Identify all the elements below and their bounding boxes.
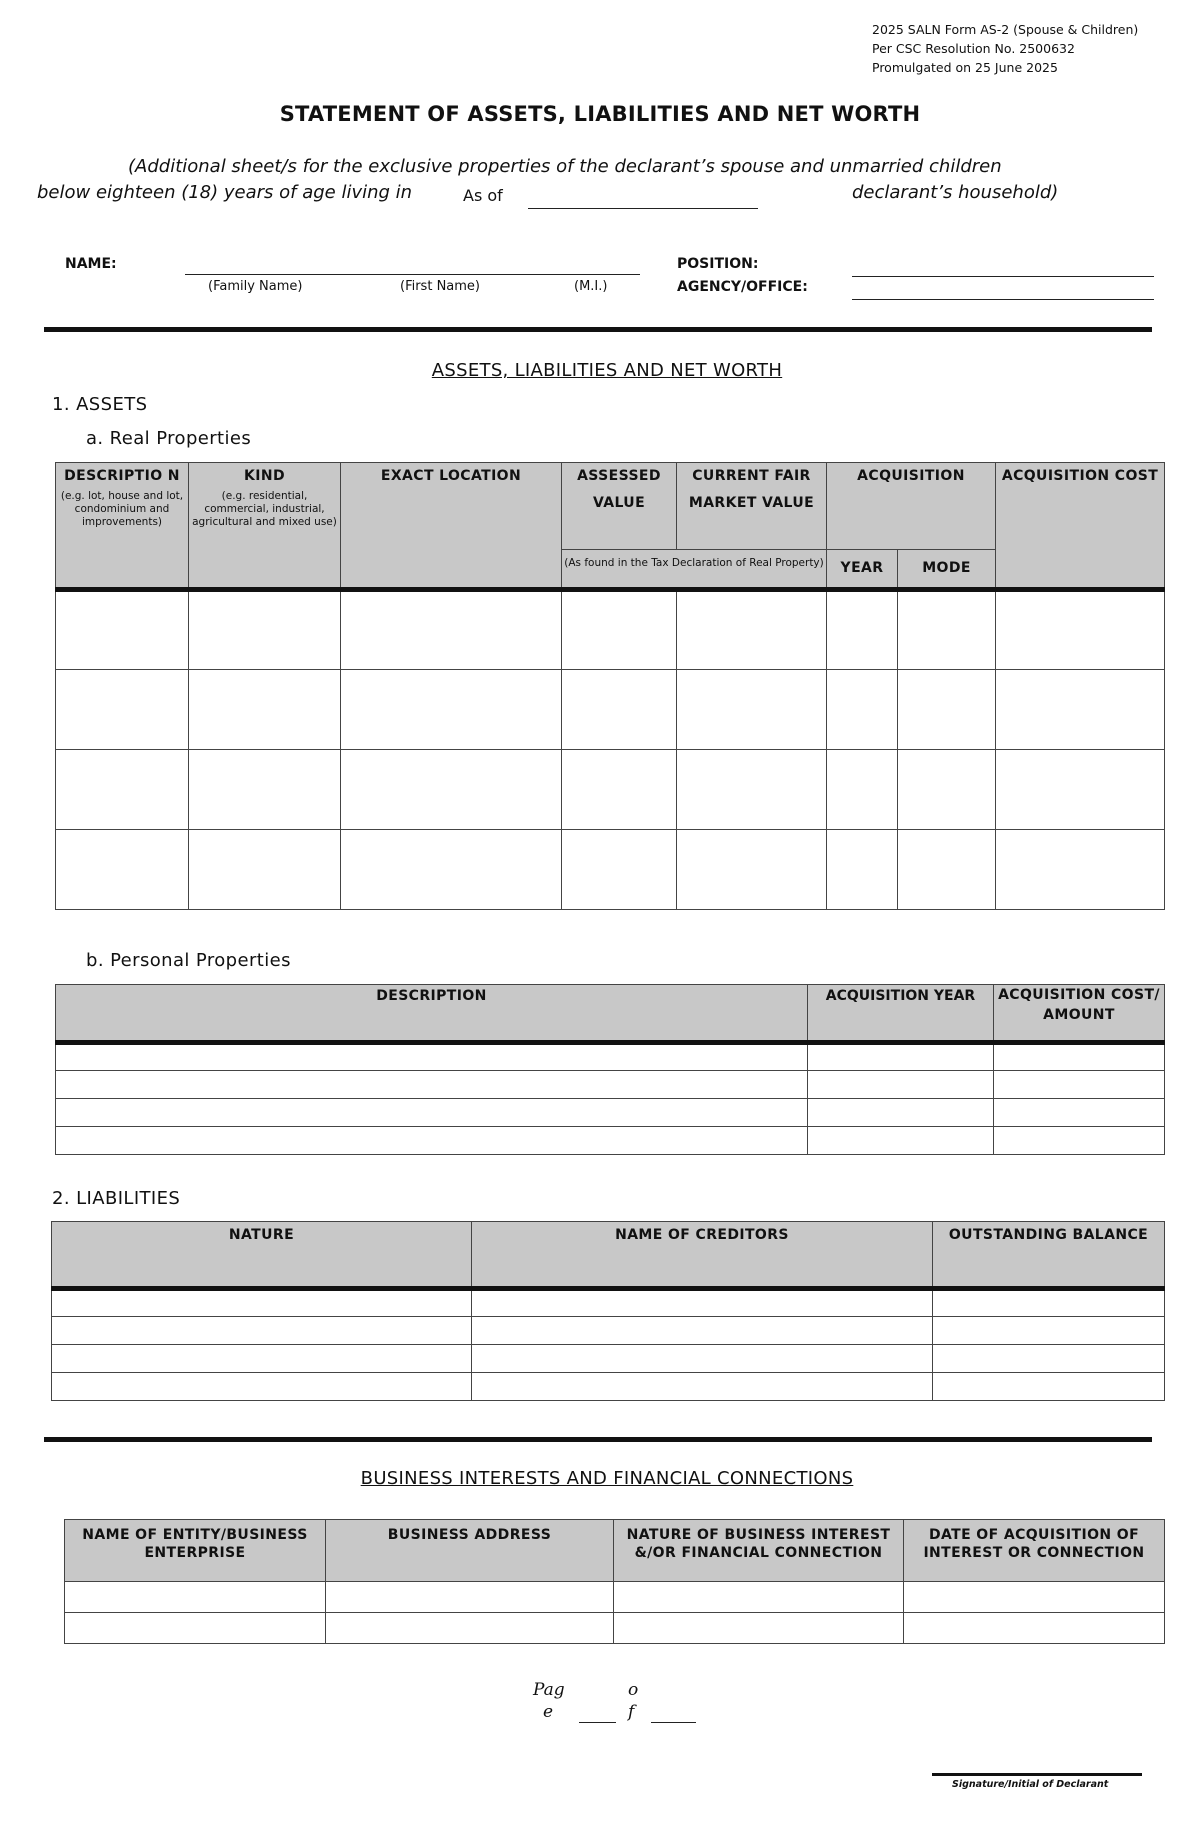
col-nature-of-interest: NATURE OF BUSINESS INTEREST &/OR FINANCIAL CONNECTION xyxy=(614,1520,904,1582)
table-cell[interactable] xyxy=(677,590,827,670)
table-cell[interactable] xyxy=(562,830,677,910)
table-cell[interactable] xyxy=(808,1071,994,1099)
page-number-field[interactable] xyxy=(579,1722,616,1723)
table-cell[interactable] xyxy=(933,1289,1165,1317)
col-pp-acquisition-year: ACQUISITION YEAR xyxy=(808,985,994,1043)
personal-properties-table xyxy=(55,984,1165,1155)
table-cell[interactable] xyxy=(562,590,677,670)
table-cell[interactable] xyxy=(808,1127,994,1155)
agency-field[interactable] xyxy=(852,299,1154,300)
col-assessed-value: ASSESSED VALUE xyxy=(562,463,677,550)
table-cell[interactable] xyxy=(933,1345,1165,1373)
col-exact-location: EXACT LOCATION xyxy=(341,463,562,590)
col-date-of-acquisition: DATE OF ACQUISITION OF INTEREST OR CONNECTION xyxy=(904,1520,1165,1582)
table-row xyxy=(52,1373,1165,1401)
col-outstanding-balance: OUTSTANDING BALANCE xyxy=(933,1222,1165,1289)
table-row xyxy=(56,1099,1165,1127)
table-cell[interactable] xyxy=(56,750,189,830)
col-acquisition-cost: ACQUISITION COST xyxy=(996,463,1165,590)
table-row xyxy=(56,830,1165,910)
table-cell[interactable] xyxy=(898,590,996,670)
table-cell[interactable] xyxy=(827,830,898,910)
table-cell[interactable] xyxy=(56,1127,808,1155)
as-of-date-field[interactable] xyxy=(528,208,758,209)
col-pp-acquisition-cost: ACQUISITION COST/ AMOUNT xyxy=(994,985,1165,1043)
table-row xyxy=(56,1043,1165,1071)
table-row xyxy=(65,1582,1165,1613)
table-cell[interactable] xyxy=(52,1289,472,1317)
table-cell[interactable] xyxy=(808,1099,994,1127)
real-properties-heading: a. Real Properties xyxy=(86,428,252,449)
table-cell[interactable] xyxy=(933,1373,1165,1401)
name-label: NAME: xyxy=(65,256,117,272)
section-title-business-interests: BUSINESS INTERESTS AND FINANCIAL CONNECTIONS xyxy=(360,1468,854,1489)
divider xyxy=(44,327,1152,332)
section-title-assets-liabilities: ASSETS, LIABILITIES AND NET WORTH xyxy=(431,360,783,381)
table-cell[interactable] xyxy=(994,1071,1165,1099)
col-pp-description: DESCRIPTION xyxy=(56,985,808,1043)
table-cell[interactable] xyxy=(827,590,898,670)
position-field[interactable] xyxy=(852,276,1154,277)
table-cell[interactable] xyxy=(898,750,996,830)
form-version-note xyxy=(872,20,1138,77)
col-acquisition-year: YEAR xyxy=(827,550,898,590)
page-title: STATEMENT OF ASSETS, LIABILITIES AND NET WORTH xyxy=(279,102,921,126)
col-entity-name: NAME OF ENTITY/BUSINESS ENTERPRISE xyxy=(65,1520,326,1582)
page-total-field[interactable] xyxy=(651,1722,696,1723)
table-cell[interactable] xyxy=(827,670,898,750)
page-of-label-part-2: f xyxy=(628,1702,635,1722)
col-acquisition: ACQUISITION xyxy=(827,463,996,550)
as-of-label: As of xyxy=(463,186,503,205)
table-cell[interactable] xyxy=(65,1582,326,1613)
table-cell[interactable] xyxy=(326,1582,614,1613)
liabilities-heading: 2. LIABILITIES xyxy=(52,1188,181,1209)
middle-initial-caption: (M.I.) xyxy=(574,279,608,294)
table-row xyxy=(52,1289,1165,1317)
subtitle-line-2-end: declarant’s household) xyxy=(852,182,1059,203)
table-cell[interactable] xyxy=(189,830,341,910)
col-current-fair-market-value: CURRENT FAIR MARKET VALUE xyxy=(677,463,827,550)
table-cell[interactable] xyxy=(562,750,677,830)
signature-label: Signature/Initial of Declarant xyxy=(952,1779,1109,1790)
table-cell[interactable] xyxy=(677,670,827,750)
col-name-of-creditors: NAME OF CREDITORS xyxy=(472,1222,933,1289)
real-properties-table xyxy=(55,462,1165,910)
table-cell[interactable] xyxy=(56,590,189,670)
table-cell[interactable] xyxy=(56,1099,808,1127)
table-row xyxy=(56,590,1165,670)
table-cell[interactable] xyxy=(56,1071,808,1099)
table-cell[interactable] xyxy=(341,830,562,910)
table-cell[interactable] xyxy=(614,1613,904,1644)
table-row xyxy=(56,670,1165,750)
table-cell[interactable] xyxy=(996,670,1165,750)
table-cell[interactable] xyxy=(56,830,189,910)
table-cell[interactable] xyxy=(996,590,1165,670)
table-row xyxy=(56,1127,1165,1155)
tax-declaration-note: (As found in the Tax Declaration of Real Property) xyxy=(562,550,827,590)
table-row xyxy=(52,1317,1165,1345)
table-cell[interactable] xyxy=(996,750,1165,830)
col-description-hint: (e.g. lot, house and lot, condominium and improvements) xyxy=(60,490,184,528)
divider xyxy=(44,1437,1152,1442)
first-name-caption: (First Name) xyxy=(400,279,480,294)
business-interests-table xyxy=(64,1519,1165,1644)
table-cell[interactable] xyxy=(189,590,341,670)
assets-heading: 1. ASSETS xyxy=(52,394,148,415)
col-acquisition-mode: MODE xyxy=(898,550,996,590)
page-label-part-1: Pag xyxy=(533,1680,565,1700)
subtitle-line-2: below eighteen (18) years of age living in xyxy=(37,182,413,203)
col-business-address: BUSINESS ADDRESS xyxy=(326,1520,614,1582)
table-cell[interactable] xyxy=(472,1289,933,1317)
table-cell[interactable] xyxy=(472,1317,933,1345)
name-field[interactable] xyxy=(185,274,640,275)
table-row xyxy=(65,1613,1165,1644)
page-of-label-part-1: o xyxy=(628,1680,639,1700)
table-cell[interactable] xyxy=(904,1613,1165,1644)
table-cell[interactable] xyxy=(326,1613,614,1644)
personal-properties-heading: b. Personal Properties xyxy=(86,950,291,971)
table-cell[interactable] xyxy=(189,670,341,750)
col-description xyxy=(56,463,189,590)
table-cell[interactable] xyxy=(52,1317,472,1345)
table-cell[interactable] xyxy=(904,1582,1165,1613)
table-cell[interactable] xyxy=(341,750,562,830)
table-cell[interactable] xyxy=(898,830,996,910)
page-label-part-2: e xyxy=(543,1702,554,1722)
table-cell[interactable] xyxy=(341,590,562,670)
form-promulgated-line: Promulgated on 25 June 2025 xyxy=(872,60,1058,75)
family-name-caption: (Family Name) xyxy=(208,279,303,294)
table-cell[interactable] xyxy=(56,670,189,750)
subtitle-line-1: (Additional sheet/s for the exclusive properties of the declarant’s spouse and unmarried children xyxy=(128,156,1002,177)
col-kind xyxy=(189,463,341,590)
agency-label: AGENCY/OFFICE: xyxy=(677,279,808,295)
col-description-label: DESCRIPTIO N xyxy=(64,468,180,484)
table-cell[interactable] xyxy=(994,1127,1165,1155)
table-cell[interactable] xyxy=(898,670,996,750)
col-nature: NATURE xyxy=(52,1222,472,1289)
table-cell[interactable] xyxy=(65,1613,326,1644)
table-cell[interactable] xyxy=(994,1099,1165,1127)
table-cell[interactable] xyxy=(52,1345,472,1373)
form-version-line: 2025 SALN Form AS-2 (Spouse & Children) xyxy=(872,22,1139,37)
table-cell[interactable] xyxy=(677,830,827,910)
table-cell[interactable] xyxy=(562,670,677,750)
table-cell[interactable] xyxy=(189,750,341,830)
table-cell[interactable] xyxy=(614,1582,904,1613)
table-row xyxy=(56,1071,1165,1099)
table-row xyxy=(56,750,1165,830)
table-cell[interactable] xyxy=(994,1043,1165,1071)
liabilities-table xyxy=(51,1221,1165,1401)
table-cell[interactable] xyxy=(341,670,562,750)
table-cell[interactable] xyxy=(996,830,1165,910)
position-label: POSITION: xyxy=(677,256,759,272)
signature-line[interactable] xyxy=(932,1773,1142,1776)
table-cell[interactable] xyxy=(677,750,827,830)
col-kind-label: KIND xyxy=(244,468,285,484)
table-cell[interactable] xyxy=(827,750,898,830)
table-cell[interactable] xyxy=(56,1043,808,1071)
table-row xyxy=(52,1345,1165,1373)
table-cell[interactable] xyxy=(472,1345,933,1373)
col-kind-hint: (e.g. residential, commercial, industrial, agricultural and mixed use) xyxy=(192,490,337,528)
table-cell[interactable] xyxy=(933,1317,1165,1345)
form-resolution-line: Per CSC Resolution No. 2500632 xyxy=(872,41,1075,56)
table-cell[interactable] xyxy=(52,1373,472,1401)
table-cell[interactable] xyxy=(472,1373,933,1401)
table-cell[interactable] xyxy=(808,1043,994,1071)
